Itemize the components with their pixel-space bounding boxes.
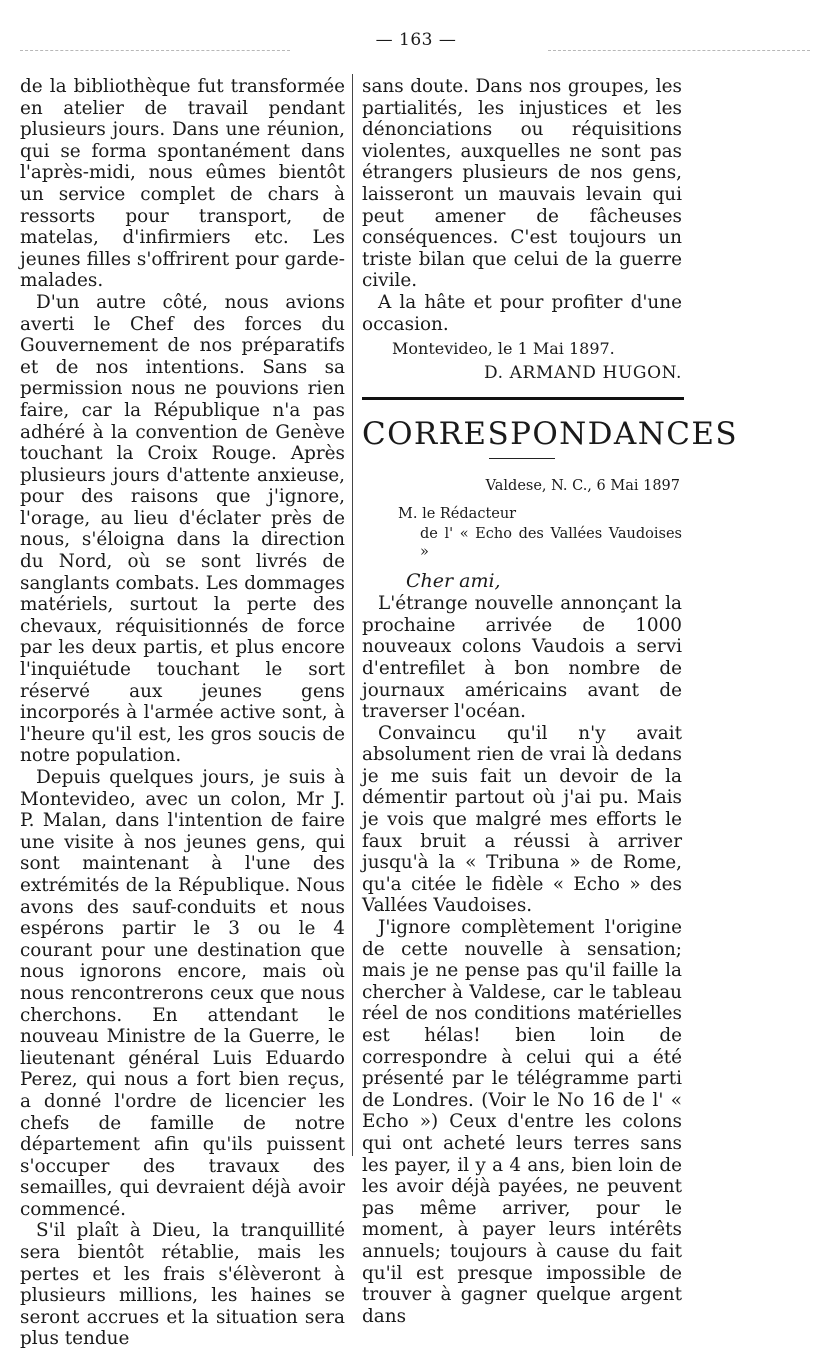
right-column [362, 76, 739, 1327]
paragraph: D'un autre côté, nous avions averti le Chef des forces du Gouvernement de nos préparatifs et de nos intentions. Sans sa permission nous ne pouvions rien faire, car la République n'a pas adhéré à la convention de Genève touchant la Croix Rouge. Après plusieurs jours d'attente anxieuse, pour des raisons que j'ignore, l'orage, au lieu d'éclater près de nous, s'éloigna dans la direction du Nord, où se sont livrés de sanglants combats. Les dommages matériels, surtout la perte des chevaux, réquisitionnés de force par les deux partis, et plus encore l'inquiétude touchant le sort réservé aux jeunes gens incorporés à l'armée active sont, à l'heure qu'il est, les gros soucis de notre population. [20, 291, 345, 767]
letter-addressee: M. le Rédacteur [398, 506, 517, 523]
header-rule-left [20, 50, 290, 51]
page-header [0, 30, 832, 54]
paragraph: sans doute. Dans nos groupes, les partialités, les injustices et les dénonciations ou réquisitions violentes, auxquelles ne sont pas étrangers plusieurs de nos gens, laisseront un mauvais levain qui peut amener de fâcheuses conséquences. C'est toujours un triste bilan que celui de la guerre civile. [362, 76, 682, 292]
signature-date: Montevideo, le 1 Mai 1897. [392, 339, 615, 359]
paragraph: J'ignore complètement l'origine de cette nouvelle à sensation; mais je ne pense pas qu'il faille la chercher à Valdese, car le tableau réel de nos conditions matérielles est hélas! bien loin de correspondre à celui qui a été présenté par le télégramme parti de Londres. (Voir le No 16 de l' « Echo ») Ceux d'entre les colons qui ont acheté leurs terres sans les payer, il y a 4 ans, bien loin de les avoir déjà payées, ne peuvent pas même arriver, pour le moment, à payer leurs intérêts annuels; toujours à cause du fait qu'il est presque impossible de trouver à gagner quelque argent dans [362, 917, 682, 1327]
page-number: — 163 — [375, 30, 457, 50]
paragraph: S'il plaît à Dieu, la tranquillité sera bientôt rétablie, mais les pertes et les frais s'élèveront à plusieurs millions, les haines se seront accrues et la situation sera plus tendue [20, 1220, 345, 1350]
letter-addressee-publication: de l' « Echo des Vallées Vaudoises » [420, 526, 682, 561]
paragraph: de la bibliothèque fut transformée en atelier de travail pendant plusieurs jours. Dans une réunion, qui se forma spontanément dans l'après-midi, nous eûmes bientôt un service complet de chars à ressorts pour transport, de matelas, d'infirmiers etc. Les jeunes filles s'offrirent pour garde-malades. [20, 76, 345, 292]
paragraph: L'étrange nouvelle annonçant la prochaine arrivée de 1000 nouveaux colons Vaudois a servi d'entrefilet à bon nombre de journaux américains avant de traverser l'océan. [362, 593, 682, 723]
letter-dateline: Valdese, N. C., 6 Mai 1897 [485, 478, 680, 495]
letter-salutation: Cher ami, [406, 570, 501, 593]
section-title: CORRESPONDANCES [362, 416, 739, 453]
title-ornament-rule [489, 458, 555, 459]
left-column [20, 76, 345, 1350]
column-divider [352, 74, 353, 1156]
section-divider-rule [362, 397, 684, 400]
paragraph: A la hâte et pour profiter d'une occasion. [362, 291, 682, 335]
signature-name: D. ARMAND HUGON. [484, 363, 682, 384]
paragraph: Depuis quelques jours, je suis à Montevideo, avec un colon, Mr J. P. Malan, dans l'intention de faire une visite à nos jeunes gens, qui sont maintenant à l'une des extrémités de la République. Nous avons des sauf-conduits et nous espérons partir le 3 ou le 4 courant pour une destination que nous ignorons encore, mais où nous rencontrerons ceux que nous cherchons. En attendant le nouveau Ministre de la Guerre, le lieutenant général Luis Eduardo Perez, qui nous a fort bien reçus, a donné l'ordre de licencier les chefs de famille de notre département afin qu'ils puissent s'occuper des travaux des semailles, qui devraient déjà avoir commencé. [20, 767, 345, 1220]
paragraph: Convaincu qu'il n'y avait absolument rien de vrai là dedans je me suis fait un devoir de la démentir partout où j'ai pu. Mais je vois que malgré mes efforts le faux bruit a réussi à arriver jusqu'à la « Tribuna » de Rome, qu'a citée le fidèle « Echo » des Vallées Vaudoises. [362, 722, 682, 917]
header-rule-right [548, 50, 810, 51]
